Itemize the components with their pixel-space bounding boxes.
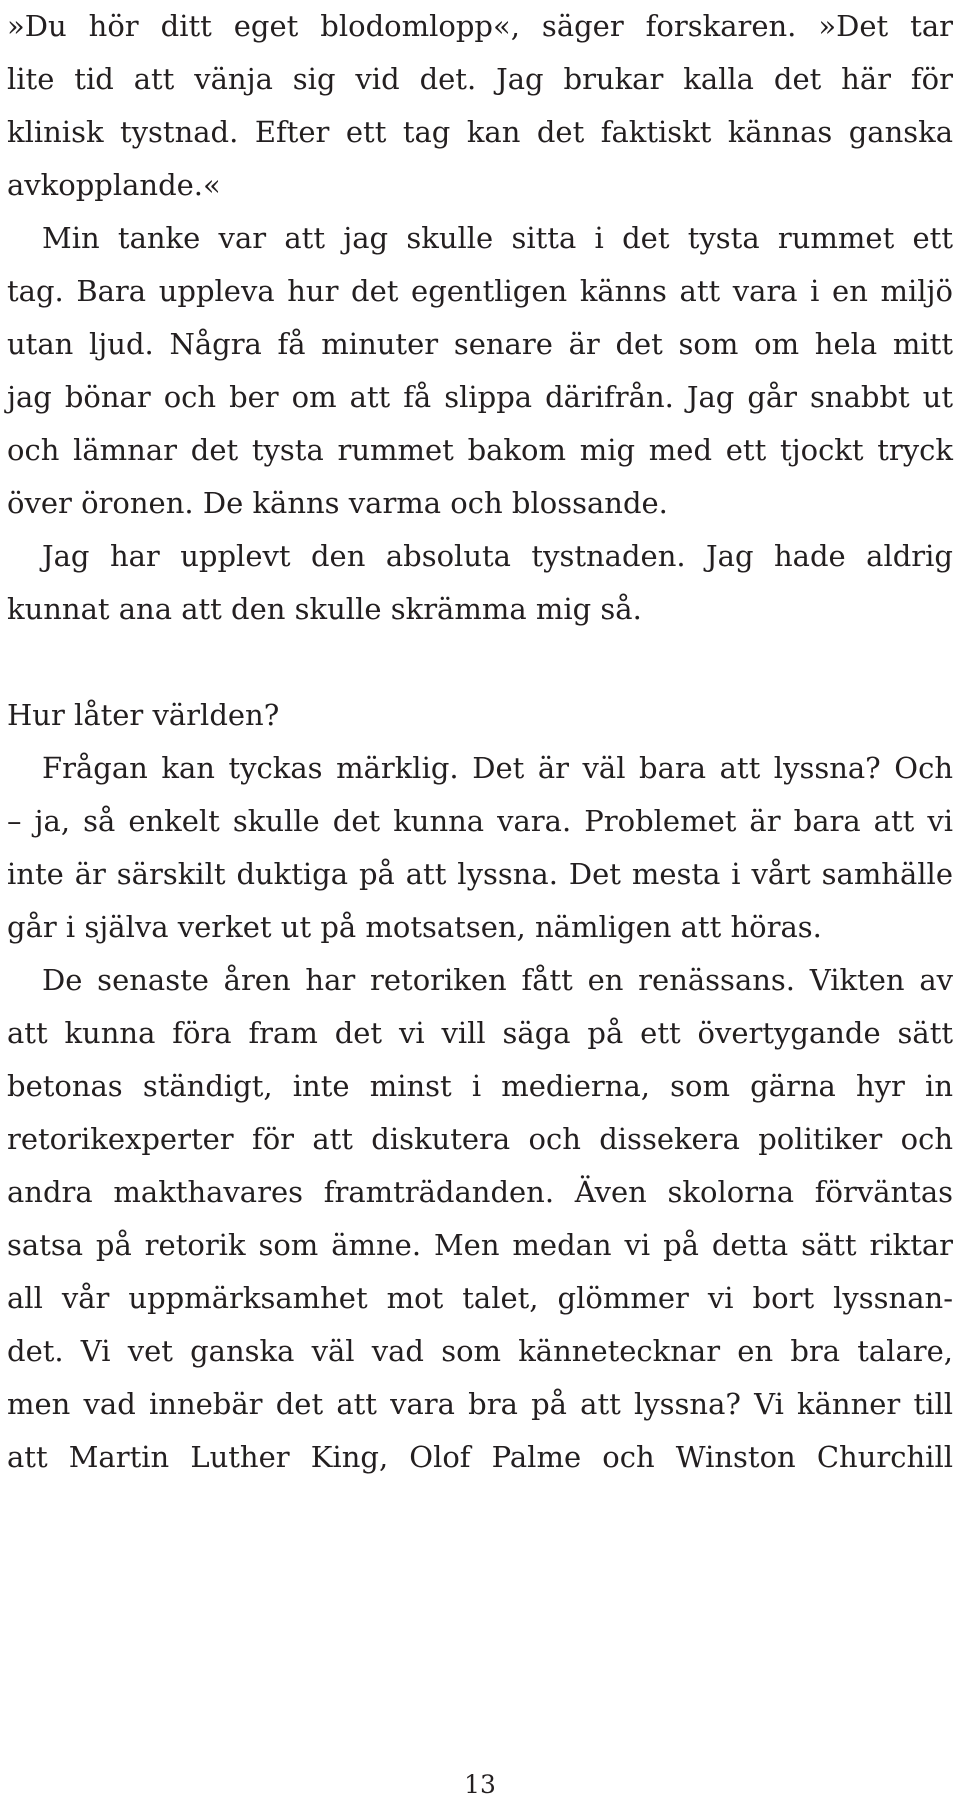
section-break: [7, 636, 953, 689]
text-line: andra makthavares framträdanden. Även skolorna förväntas: [7, 1175, 953, 1209]
text-line: Frågan kan tyckas märklig. Det är väl bara att lyssna? Och: [42, 751, 953, 785]
text-line: De senaste åren har retoriken fått en renässans. Vikten av: [42, 963, 953, 997]
text-line: »Du hör ditt eget blodomlopp«, säger forskaren. »Det tar: [7, 9, 953, 43]
text-line: tag. Bara uppleva hur det egentligen känns att vara i en miljö: [7, 274, 953, 308]
page-number: 13: [464, 1770, 496, 1799]
paragraph-silent-room: [7, 212, 953, 530]
text-line: avkopplande.«: [7, 168, 221, 202]
text-line: över öronen. De känns varma och blossande.: [7, 486, 668, 520]
text-line: men vad innebär det att vara bra på att lyssna? Vi känner till: [7, 1387, 953, 1421]
text-line: jag bönar och ber om att få slippa därifrån. Jag går snabbt ut: [7, 380, 953, 414]
text-line: kunnat ana att den skulle skrämma mig så.: [7, 592, 642, 626]
paragraph-absolute-silence: [7, 530, 953, 636]
text-line: det. Vi vet ganska väl vad som kännetecknar en bra talare,: [7, 1334, 953, 1368]
text-line: Min tanke var att jag skulle sitta i det tysta rummet ett: [42, 221, 953, 255]
text-line: all vår uppmärksamhet mot talet, glömmer vi bort lyssnan-: [7, 1281, 953, 1315]
text-line: satsa på retorik som ämne. Men medan vi på detta sätt riktar: [7, 1228, 953, 1262]
text-line: utan ljud. Några få minuter senare är det som om hela mitt: [7, 327, 953, 361]
paragraph-listening: [7, 742, 953, 954]
text-line: att Martin Luther King, Olof Palme och Winston Churchill: [7, 1440, 953, 1474]
text-line: går i själva verket ut på motsatsen, nämligen att höras.: [7, 910, 822, 944]
text-line: – ja, så enkelt skulle det kunna vara. Problemet är bara att vi: [7, 804, 953, 838]
paragraph-rhetoric: [7, 954, 953, 1484]
text-line: Jag har upplevt den absoluta tystnaden. Jag hade aldrig: [42, 539, 953, 573]
text-line: retorikexperter för att diskutera och dissekera politiker och: [7, 1122, 953, 1156]
paragraph-question: [7, 689, 953, 742]
text-line: lite tid att vänja sig vid det. Jag brukar kalla det här för: [7, 62, 953, 96]
text-line: att kunna föra fram det vi vill säga på ett övertygande sätt: [7, 1016, 953, 1050]
text-line: betonas ständigt, inte minst i medierna, som gärna hyr in: [7, 1069, 953, 1103]
page-body: [7, 0, 953, 1484]
text-line: och lämnar det tysta rummet bakom mig med ett tjockt tryck: [7, 433, 953, 467]
text-line: klinisk tystnad. Efter ett tag kan det faktiskt kännas ganska: [7, 115, 953, 149]
text-line: Hur låter världen?: [7, 698, 280, 732]
text-line: inte är särskilt duktiga på att lyssna. Det mesta i vårt samhälle: [7, 857, 953, 891]
paragraph-quote: [7, 0, 953, 212]
